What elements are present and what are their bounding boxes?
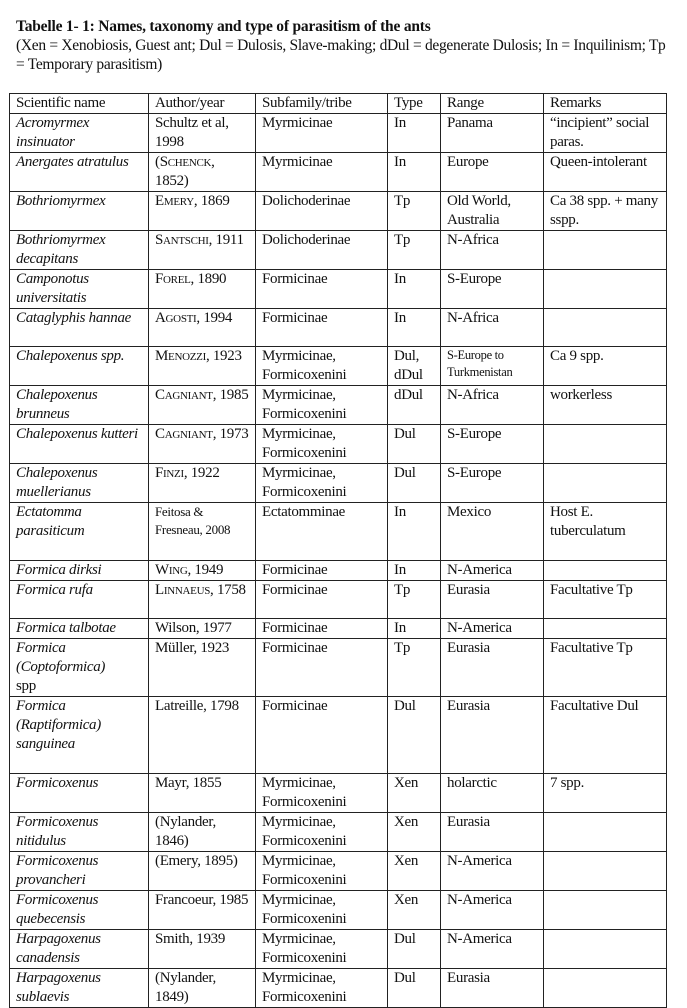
cell-author-year: (Nylander, 1846) [149,813,256,852]
table-caption [16,17,676,74]
cell-remarks [544,852,667,891]
scientific-name-text: Formicoxenus nitidulus [16,814,99,849]
cell-type: In [388,619,441,639]
cell-range: N-Africa [441,231,544,270]
table-row [10,581,667,619]
table-row [10,270,667,309]
cell-subfamily-tribe: Formicinae [256,697,388,774]
cell-subfamily-tribe: Myrmicinae, Formicoxenini [256,464,388,503]
cell-subfamily-tribe: Myrmicinae, Formicoxenini [256,852,388,891]
cell-range: Eurasia [441,581,544,619]
cell-range: N-America [441,852,544,891]
cell-type: Tp [388,192,441,231]
cell-type: dDul [388,386,441,425]
cell-type: Tp [388,231,441,270]
cell-remarks [544,813,667,852]
caption-title: Tabelle 1- 1: Names, taxonomy and type of parasitism of the ants [16,18,431,35]
cell-range: holarctic [441,774,544,813]
table-row [10,619,667,639]
cell-scientific-name [10,309,149,347]
cell-subfamily-tribe: Myrmicinae, Formicoxenini [256,347,388,386]
table-row [10,813,667,852]
cell-author-year: Linnaeus, 1758 [149,581,256,619]
table-row [10,969,667,1008]
scientific-name-text: Bothriomyrmex decapitans [16,232,106,267]
table-body [10,114,667,1008]
cell-author-year: Schultz et al, 1998 [149,114,256,153]
scientific-name-text: Ectatomma parasiticum [16,504,85,539]
cell-scientific-name [10,619,149,639]
scientific-name-text: Formica (Coptoformica) [16,640,106,675]
cell-subfamily-tribe: Myrmicinae, Formicoxenini [256,930,388,969]
table-row [10,639,667,697]
header-range: Range [441,94,544,114]
cell-type: Dul [388,425,441,464]
cell-remarks [544,930,667,969]
cell-subfamily-tribe: Myrmicinae, Formicoxenini [256,425,388,464]
cell-range: Eurasia [441,813,544,852]
cell-type: Xen [388,852,441,891]
scientific-name-text: Formicoxenus [16,775,99,791]
cell-author-year: Menozzi, 1923 [149,347,256,386]
cell-type: Xen [388,891,441,930]
cell-range: N-Africa [441,386,544,425]
scientific-name-text: Acromyrmex insinuator [16,115,90,150]
cell-type: Dul [388,969,441,1008]
cell-type: Xen [388,774,441,813]
cell-author-year: Cagniant, 1973 [149,425,256,464]
cell-author-year: Agosti, 1994 [149,309,256,347]
cell-scientific-name [10,231,149,270]
table-header-row [10,94,667,114]
cell-author-year: Wilson, 1977 [149,619,256,639]
cell-subfamily-tribe: Myrmicinae, Formicoxenini [256,386,388,425]
cell-range: N-America [441,561,544,581]
cell-remarks [544,464,667,503]
table-row [10,347,667,386]
cell-author-year: (Schenck, 1852) [149,153,256,192]
cell-type: Tp [388,639,441,697]
scientific-name-text: Chalepoxenus kutteri [16,426,138,442]
cell-subfamily-tribe: Myrmicinae, Formicoxenini [256,891,388,930]
cell-subfamily-tribe: Ectatomminae [256,503,388,561]
cell-subfamily-tribe: Dolichoderinae [256,192,388,231]
cell-author-year: Santschi, 1911 [149,231,256,270]
table-row [10,192,667,231]
scientific-name-text: Formica dirksi [16,562,102,578]
table-row [10,891,667,930]
cell-remarks: workerless [544,386,667,425]
cell-author-year: Müller, 1923 [149,639,256,697]
cell-scientific-name [10,425,149,464]
cell-remarks: Ca 9 spp. [544,347,667,386]
cell-subfamily-tribe: Formicinae [256,581,388,619]
scientific-name-text: Anergates atratulus [16,154,129,170]
cell-remarks: Host E. tuberculatum [544,503,667,561]
cell-scientific-name [10,270,149,309]
cell-remarks [544,561,667,581]
cell-author-year: Cagniant, 1985 [149,386,256,425]
cell-type: Dul [388,930,441,969]
scientific-name-text: Chalepoxenus muellerianus [16,465,98,500]
cell-range: Eurasia [441,969,544,1008]
cell-range: N-America [441,930,544,969]
cell-remarks [544,270,667,309]
parasitism-table [9,93,667,1008]
cell-author-year: Feitosa & Fresneau, 2008 [149,503,256,561]
table-row [10,231,667,270]
table-row [10,697,667,774]
cell-subfamily-tribe: Myrmicinae, Formicoxenini [256,969,388,1008]
scientific-name-text: Harpagoxenus canadensis [16,931,101,966]
cell-scientific-name [10,581,149,619]
cell-author-year: Emery, 1869 [149,192,256,231]
cell-type: In [388,503,441,561]
cell-author-year: Wing, 1949 [149,561,256,581]
cell-subfamily-tribe: Myrmicinae [256,114,388,153]
cell-scientific-name [10,891,149,930]
cell-remarks [544,425,667,464]
cell-remarks [544,231,667,270]
cell-range: Panama [441,114,544,153]
cell-range: Eurasia [441,639,544,697]
table-row [10,114,667,153]
cell-scientific-name [10,697,149,774]
cell-scientific-name [10,969,149,1008]
cell-subfamily-tribe: Formicinae [256,561,388,581]
cell-scientific-name [10,852,149,891]
cell-type: In [388,561,441,581]
cell-type: In [388,309,441,347]
cell-range: Eurasia [441,697,544,774]
scientific-name-text: Formica talbotae [16,620,116,636]
cell-scientific-name [10,503,149,561]
cell-range: Mexico [441,503,544,561]
cell-remarks [544,969,667,1008]
scientific-name-text: Bothriomyrmex [16,193,106,209]
header-type: Type [388,94,441,114]
cell-type: Tp [388,581,441,619]
cell-remarks [544,309,667,347]
scientific-name-text: Formicoxenus quebecensis [16,892,99,927]
cell-type: In [388,114,441,153]
cell-subfamily-tribe: Dolichoderinae [256,231,388,270]
table-row [10,930,667,969]
header-author-year: Author/year [149,94,256,114]
cell-remarks: Facultative Tp [544,639,667,697]
table-row [10,153,667,192]
cell-scientific-name [10,639,149,697]
table-row [10,561,667,581]
scientific-name-text: Chalepoxenus brunneus [16,387,98,422]
cell-subfamily-tribe: Formicinae [256,309,388,347]
cell-scientific-name [10,774,149,813]
cell-author-year: (Emery, 1895) [149,852,256,891]
cell-scientific-name [10,114,149,153]
cell-type: Dul, dDul [388,347,441,386]
cell-range: Europe [441,153,544,192]
cell-subfamily-tribe: Myrmicinae, Formicoxenini [256,813,388,852]
cell-type: In [388,270,441,309]
cell-remarks: Facultative Tp [544,581,667,619]
cell-scientific-name [10,464,149,503]
cell-scientific-name [10,561,149,581]
cell-type: In [388,153,441,192]
cell-remarks: Ca 38 spp. + many sspp. [544,192,667,231]
cell-author-year: Finzi, 1922 [149,464,256,503]
cell-range: N-America [441,619,544,639]
cell-scientific-name [10,813,149,852]
cell-range: S-Europe [441,464,544,503]
table-row [10,309,667,347]
cell-scientific-name [10,347,149,386]
cell-subfamily-tribe: Formicinae [256,619,388,639]
cell-author-year: Mayr, 1855 [149,774,256,813]
cell-scientific-name [10,192,149,231]
cell-remarks [544,619,667,639]
cell-type: Xen [388,813,441,852]
cell-remarks: Queen-intolerant [544,153,667,192]
cell-type: Dul [388,697,441,774]
cell-scientific-name [10,386,149,425]
scientific-name-text: Cataglyphis hannae [16,310,132,326]
table-row [10,503,667,561]
cell-range: N-America [441,891,544,930]
header-scientific-name: Scientific name [10,94,149,114]
cell-subfamily-tribe: Myrmicinae [256,153,388,192]
scientific-name-text: Formica (Raptiformica) sanguinea [16,698,101,752]
cell-remarks [544,891,667,930]
table-row [10,425,667,464]
scientific-name-text: Harpagoxenus sublaevis [16,970,101,1005]
scientific-name-suffix: spp [16,678,36,694]
cell-remarks: Facultative Dul [544,697,667,774]
cell-range: S-Europe [441,425,544,464]
scientific-name-text: Chalepoxenus spp. [16,348,125,364]
table-row [10,464,667,503]
cell-remarks: “incipient” social paras. [544,114,667,153]
cell-scientific-name [10,153,149,192]
table-row [10,774,667,813]
cell-subfamily-tribe: Formicinae [256,270,388,309]
cell-range: S-Europe [441,270,544,309]
cell-remarks: 7 spp. [544,774,667,813]
cell-author-year: Smith, 1939 [149,930,256,969]
cell-subfamily-tribe: Myrmicinae, Formicoxenini [256,774,388,813]
table-row [10,852,667,891]
cell-type: Dul [388,464,441,503]
scientific-name-text: Camponotus universitatis [16,271,89,306]
cell-subfamily-tribe: Formicinae [256,639,388,697]
scientific-name-text: Formica rufa [16,582,93,598]
header-remarks: Remarks [544,94,667,114]
cell-author-year: Forel, 1890 [149,270,256,309]
table-row [10,386,667,425]
cell-range: Old World, Australia [441,192,544,231]
cell-author-year: (Nylander, 1849) [149,969,256,1008]
cell-author-year: Latreille, 1798 [149,697,256,774]
cell-author-year: Francoeur, 1985 [149,891,256,930]
cell-range: N-Africa [441,309,544,347]
cell-range: S-Europe to Turkmenistan [441,347,544,386]
caption-legend: (Xen = Xenobiosis, Guest ant; Dul = Dulosis, Slave-making; dDul = degenerate Dulosis; In = Inquilinism; Tp = Temporary parasitism) [16,37,666,73]
cell-scientific-name [10,930,149,969]
scientific-name-text: Formicoxenus provancheri [16,853,99,888]
header-subfamily-tribe: Subfamily/tribe [256,94,388,114]
